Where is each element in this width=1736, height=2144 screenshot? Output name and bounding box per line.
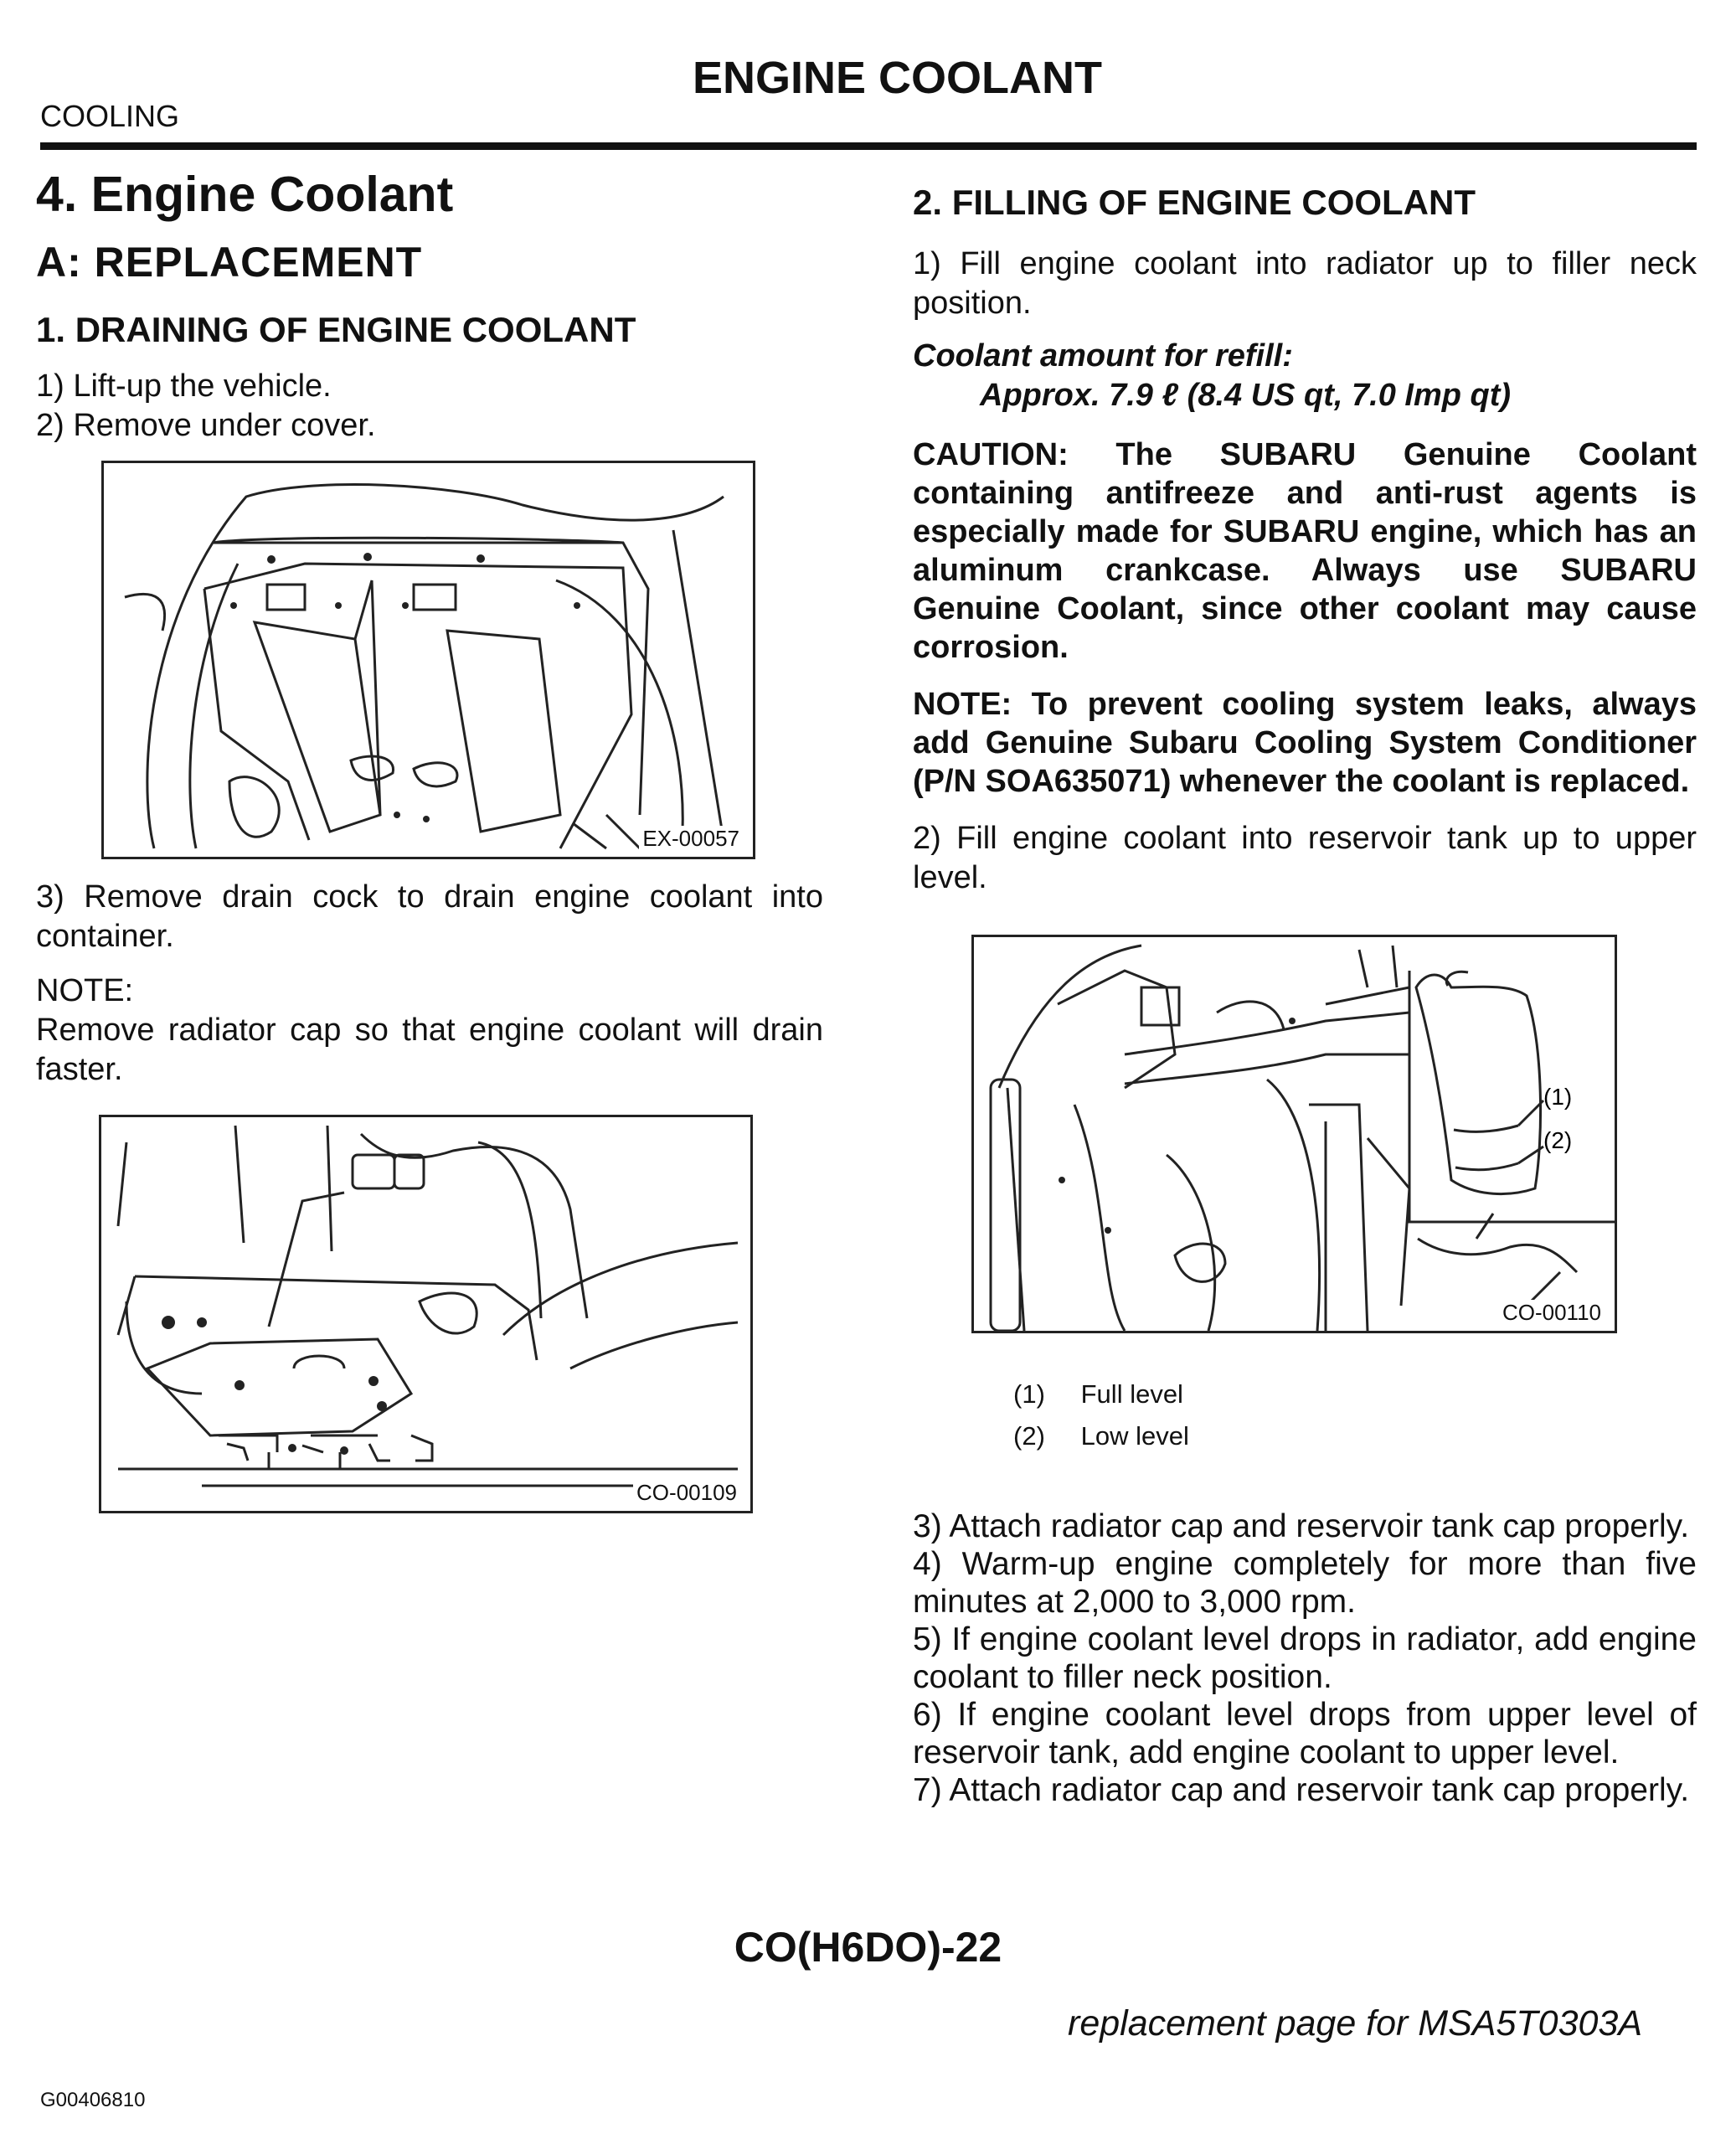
legend-row-low (1013, 1415, 1697, 1457)
figure-under-cover (101, 461, 755, 859)
caution-text: CAUTION: The SUBARU Genuine Coolant containing antifreeze and anti-rust agents is especially made for SUBARU engine, which has an aluminum crankcase. Always use SUBARU Genuine Coolant, since other coolant may cause corrosion. (913, 437, 1697, 665)
replacement-note: replacement page for MSA5T0303A (1068, 2003, 1643, 2044)
step-reservoir-level: 6) If engine coolant level drops from upper level of reservoir tank, add engine coolant to upper level. (913, 1697, 1697, 1770)
step-attach-caps: 3) Attach radiator cap and reservoir tank cap properly. (913, 1508, 1690, 1544)
filling-heading: 2. FILLING OF ENGINE COOLANT (913, 183, 1476, 222)
note-label: NOTE: (36, 973, 134, 1008)
figure-reservoir-tank (971, 935, 1617, 1333)
header-rule (40, 142, 1697, 150)
step-attach-caps-final: 7) Attach radiator cap and reservoir tank cap properly. (913, 1772, 1690, 1808)
step-warm-up: 4) Warm-up engine completely for more than five minutes at 2,000 to 3,000 rpm. (913, 1546, 1697, 1620)
step-remove-under-cover: 2) Remove under cover. (36, 408, 376, 443)
step-radiator-level: 5) If engine coolant level drops in radiator, add engine coolant to filler neck position. (913, 1621, 1697, 1695)
legend-row-full (1013, 1374, 1697, 1415)
reservoir-tank-illustration (974, 937, 1615, 1331)
section-label: COOLING (40, 99, 180, 133)
under-cover-illustration (104, 463, 753, 857)
note-radiator-cap: Remove radiator cap so that engine coolant will drain faster. (36, 1013, 823, 1087)
step-fill-reservoir: 2) Fill engine coolant into reservoir tank up to upper level. (913, 821, 1697, 895)
figure-drain-cock (99, 1115, 753, 1513)
figure-code-co-00109: CO-00109 (633, 1480, 740, 1506)
page-title: ENGINE COOLANT (692, 53, 1102, 103)
section-heading: A: REPLACEMENT (36, 239, 423, 286)
callout-low-level: (2) (1543, 1127, 1573, 1153)
legend-number: (2) (1013, 1421, 1045, 1451)
drain-cock-illustration (101, 1117, 750, 1511)
draining-heading: 1. DRAINING OF ENGINE COOLANT (36, 310, 636, 349)
step-lift-vehicle: 1) Lift-up the vehicle. (36, 368, 332, 404)
left-column (36, 166, 823, 1513)
figure-code-co-00110: CO-00110 (1499, 1300, 1605, 1326)
right-column (913, 183, 1697, 1809)
spec-value: Approx. 7.9 ℓ (8.4 US qt, 7.0 Imp qt) (980, 378, 1512, 413)
page-number: CO(H6DO)-22 (734, 1924, 1002, 1971)
spec-label: Coolant amount for refill: (913, 338, 1293, 374)
legend-number: (1) (1013, 1379, 1045, 1409)
chapter-heading: 4. Engine Coolant (36, 167, 454, 222)
note-conditioner: NOTE: To prevent cooling system leaks, always add Genuine Subaru Cooling System Conditioner (P/N SOA635071) whenever the coolant is replaced. (913, 687, 1697, 799)
legend-text: Low level (1080, 1421, 1189, 1451)
callout-full-level: (1) (1543, 1084, 1573, 1110)
legend-text: Full level (1080, 1379, 1183, 1409)
step-fill-radiator: 1) Fill engine coolant into radiator up to filler neck position. (913, 246, 1697, 321)
step-remove-drain-cock: 3) Remove drain cock to drain engine coolant into container. (36, 879, 823, 954)
figure-code-ex-00057: EX-00057 (639, 826, 743, 852)
figure-legend (1013, 1374, 1697, 1457)
document-id: G00406810 (40, 2089, 146, 2111)
